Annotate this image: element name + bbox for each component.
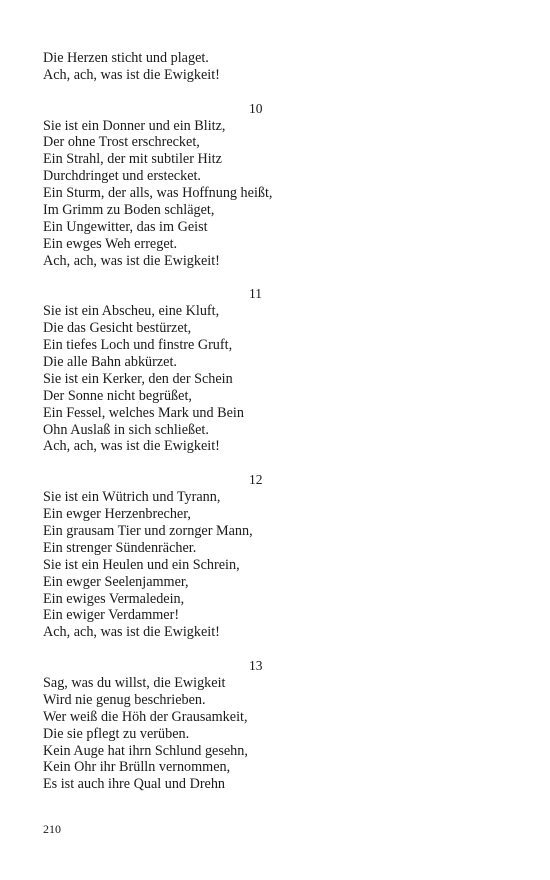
stanza-number: 10 xyxy=(249,100,263,116)
poem-line: Ein Sturm, der alls, was Hoffnung heißt, xyxy=(43,185,273,202)
poem-line: Durchdringet und erstecket. xyxy=(43,168,201,185)
stanza xyxy=(43,101,483,270)
poem-line: Der Sonne nicht begrüßet, xyxy=(43,387,192,404)
poem-line: Ein ewger Seelenjammer, xyxy=(43,573,189,590)
poem-line: Die das Gesicht bestürzet, xyxy=(43,320,192,337)
poem-line: Wird nie genug beschrieben. xyxy=(43,691,206,708)
poem-line: Sie ist ein Kerker, den der Schein xyxy=(43,370,233,387)
stanza xyxy=(43,472,483,641)
stanza-number: 13 xyxy=(249,658,263,674)
stanza-number: 12 xyxy=(249,472,263,488)
poem-line: Kein Auge hat ihrn Schlund gesehn, xyxy=(43,742,248,759)
poem-line: Ach, ach, was ist die Ewigkeit! xyxy=(43,624,220,641)
poem-line: Ein tiefes Loch und finstre Gruft, xyxy=(43,337,233,354)
poem-line: Sie ist ein Heulen und ein Schrein, xyxy=(43,556,240,573)
poem-line: Ohn Auslaß in sich schließet. xyxy=(43,421,209,438)
poem-line: Ach, ach, was ist die Ewigkeit! xyxy=(43,438,220,455)
poem-line: Ein grausam Tier und zornger Mann, xyxy=(43,522,253,539)
poem-line: Sag, was du willst, die Ewigkeit xyxy=(43,674,226,691)
poem-line: Ach, ach, was ist die Ewigkeit! xyxy=(43,252,220,269)
stanza-number: 11 xyxy=(249,286,262,302)
poem-line: Ein strenger Sündenrächer. xyxy=(43,539,197,556)
poem-line: Ach, ach, was ist die Ewigkeit! xyxy=(43,66,220,83)
poem-line: Wer weiß die Höh der Grausamkeit, xyxy=(43,708,248,725)
poem-line: Der ohne Trost erschrecket, xyxy=(43,134,200,151)
poem-line: Ein ewiges Vermaledein, xyxy=(43,590,185,607)
poem-line: Ein Ungewitter, das im Geist xyxy=(43,218,208,235)
poem-line: Ein ewiger Verdammer! xyxy=(43,607,180,624)
poem-line: Ein Strahl, der mit subtiler Hitz xyxy=(43,151,222,168)
poem-line: Die alle Bahn abkürzet. xyxy=(43,354,177,371)
poem-line: Sie ist ein Abscheu, eine Kluft, xyxy=(43,303,220,320)
poem-line: Es ist auch ihre Qual und Drehn xyxy=(43,776,226,793)
poem-line: Ein Fessel, welches Mark und Bein xyxy=(43,404,244,421)
poem-line: Ein ewges Weh erreget. xyxy=(43,235,178,252)
poem-line: Sie ist ein Donner und ein Blitz, xyxy=(43,117,226,134)
poem-line: Die Herzen sticht und plaget. xyxy=(43,50,209,66)
page-number: 210 xyxy=(43,822,61,836)
stanza xyxy=(43,658,483,793)
poem-line: Im Grimm zu Boden schläget, xyxy=(43,202,215,219)
poem-line: Sie ist ein Wütrich und Tyrann, xyxy=(43,489,221,506)
poem-line: Die sie pflegt zu verüben. xyxy=(43,725,190,742)
stanza xyxy=(43,286,483,455)
poem-line: Kein Ohr ihr Brülln vernommen, xyxy=(43,759,231,776)
poem-page xyxy=(43,50,483,793)
poem-line: Ein ewger Herzenbrecher, xyxy=(43,506,191,523)
